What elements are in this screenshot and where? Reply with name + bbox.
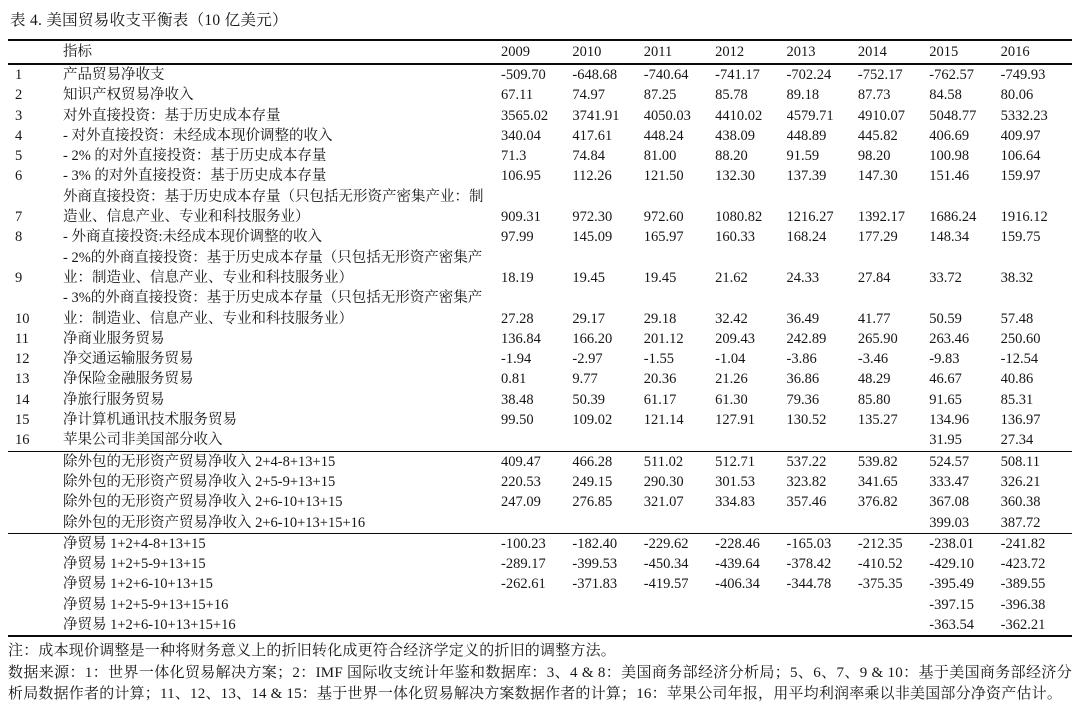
year-value: 409.97 [1000, 127, 1041, 144]
year-value: 132.30 [715, 168, 755, 185]
year-value: -410.52 [857, 556, 903, 573]
indicator-label: 净保险金融服务贸易 [63, 371, 194, 388]
year-value: 265.90 [857, 330, 898, 347]
year-value: 91.59 [786, 148, 820, 165]
year-value: -450.34 [643, 556, 689, 573]
year-value: 46.67 [929, 371, 962, 388]
year-value: -100.23 [501, 535, 546, 552]
year-value: 537.22 [786, 453, 827, 470]
year-value: 326.21 [1000, 473, 1041, 490]
indicator-label: 净交通运输服务贸易 [63, 351, 194, 368]
table-row [8, 288, 1072, 329]
year-value: 79.36 [786, 391, 820, 408]
year-value: 89.18 [786, 87, 820, 104]
year-value [858, 430, 929, 451]
year-value: 1216.27 [786, 209, 834, 226]
year-value: 148.34 [929, 229, 970, 246]
year-value: 74.84 [572, 148, 605, 165]
indicator-label: 产品贸易净收支 [63, 67, 165, 83]
year-value: 417.61 [572, 127, 613, 144]
year-value [715, 513, 786, 534]
year-value: 448.89 [786, 127, 827, 144]
year-value: 135.27 [857, 412, 898, 429]
year-value: 36.49 [786, 310, 820, 327]
table-section-1 [8, 64, 1072, 451]
year-value: -262.61 [501, 576, 546, 593]
year-value [501, 513, 572, 534]
table-row [8, 166, 1072, 186]
year-value: 159.75 [1000, 229, 1041, 246]
indicator-label: 净旅行服务贸易 [63, 391, 165, 408]
year-value: 130.52 [786, 412, 827, 429]
year-value: 9.77 [572, 371, 598, 388]
year-value [787, 615, 858, 636]
year-value: 80.06 [1000, 87, 1034, 104]
row-number [8, 615, 63, 636]
year-value: 409.47 [501, 453, 541, 470]
year-value: 61.30 [715, 391, 748, 408]
table-row [8, 554, 1072, 574]
year-value [572, 513, 643, 534]
year-value: 220.53 [501, 473, 541, 490]
column-header-indicator: 指标 [63, 44, 92, 60]
year-value: -12.54 [1000, 351, 1039, 368]
table-row [8, 410, 1072, 430]
trade-balance-table [8, 39, 1072, 637]
row-number: 8 [15, 229, 23, 246]
year-value: -229.62 [643, 535, 689, 552]
year-value: 1392.17 [857, 209, 905, 226]
year-value: 341.65 [857, 473, 898, 490]
column-header-year: 2016 [1000, 44, 1030, 60]
table-row [8, 595, 1072, 615]
year-value: -395.49 [929, 576, 974, 593]
table-row [8, 64, 1072, 85]
year-value: 387.72 [1000, 514, 1041, 531]
year-value: 151.46 [929, 168, 970, 185]
table-row [8, 227, 1072, 247]
year-value: 406.69 [929, 127, 970, 144]
table-row [8, 329, 1072, 349]
table-row [8, 106, 1072, 126]
year-value: 87.73 [857, 87, 891, 104]
year-value [572, 595, 643, 615]
year-value: 19.45 [643, 269, 677, 286]
column-header-rownum [8, 40, 63, 64]
table-row [8, 248, 1072, 289]
year-value: 201.12 [643, 330, 684, 347]
year-value: 50.59 [929, 310, 962, 327]
year-value: 81.00 [643, 148, 677, 165]
year-value: -3.46 [857, 351, 889, 368]
row-number: 15 [15, 412, 30, 429]
year-value: 19.45 [572, 269, 605, 286]
indicator-label: 除外包的无形资产贸易净收入 2+6-10+13+15 [63, 494, 343, 511]
row-number [8, 451, 63, 472]
year-value: 57.48 [1000, 310, 1034, 327]
year-value [501, 595, 572, 615]
year-value: 38.32 [1000, 269, 1034, 286]
year-value: -238.01 [929, 535, 974, 552]
year-value: 145.09 [572, 229, 613, 246]
year-value: -749.93 [1000, 67, 1046, 83]
year-value: 87.25 [643, 87, 677, 104]
table-row [8, 146, 1072, 166]
year-value: -2.97 [572, 351, 603, 368]
year-value: -648.68 [572, 67, 618, 83]
indicator-label: 除外包的无形资产贸易净收入 2+4-8+13+15 [63, 453, 336, 470]
year-value: 323.82 [786, 473, 827, 490]
footnote-sources: 数据来源：1：世界一体化贸易解决方案；2：IMF 国际收支统计年鉴和数据库：3、4 & 8：美国商务部经济分析局；5、6、7、9 & 10：基于美国商务部经济分析局数据作者的计算；11、12、13、14 & 15：基于世界一体化贸易解决方案数据作者的计算；16：苹果公司年报，用平均利润率乘以非美国部分净资产估计。 [8, 664, 1072, 703]
year-value: -363.54 [929, 617, 974, 634]
year-value: 97.99 [501, 229, 534, 246]
year-value: 177.29 [857, 229, 898, 246]
year-value: -344.78 [786, 576, 832, 593]
row-number [8, 472, 63, 492]
year-value: 27.34 [1000, 432, 1034, 449]
year-value: 137.39 [786, 168, 827, 185]
row-number [8, 595, 63, 615]
table-section-2 [8, 451, 1072, 533]
year-value: -429.10 [929, 556, 974, 573]
year-value: 4579.71 [786, 107, 834, 124]
year-value: -362.21 [1000, 617, 1046, 634]
year-value [858, 595, 929, 615]
year-value [787, 513, 858, 534]
row-number: 2 [15, 87, 23, 104]
year-value: -371.83 [572, 576, 618, 593]
year-value [501, 430, 572, 451]
year-value: 27.28 [501, 310, 534, 327]
year-value: 909.31 [501, 209, 541, 226]
year-value: 88.20 [715, 148, 748, 165]
year-value: 67.11 [501, 87, 534, 104]
year-value: -509.70 [501, 67, 546, 83]
year-value: 334.83 [715, 494, 755, 511]
year-value: 4410.02 [715, 107, 763, 124]
year-value [715, 615, 786, 636]
table-row [8, 369, 1072, 389]
year-value: 20.36 [643, 371, 677, 388]
year-value: 321.07 [643, 494, 684, 511]
year-value: 438.09 [715, 127, 755, 144]
year-value: 21.62 [715, 269, 748, 286]
year-value: 165.97 [643, 229, 684, 246]
year-value: 61.17 [643, 391, 677, 408]
row-number: 14 [15, 391, 30, 408]
year-value: 74.97 [572, 87, 605, 104]
row-number: 6 [15, 168, 23, 185]
year-value: 31.95 [929, 432, 962, 449]
year-value: 166.20 [572, 330, 613, 347]
row-number: 4 [15, 127, 23, 144]
year-value: 18.19 [501, 269, 534, 286]
column-header-year: 2014 [857, 44, 887, 60]
year-value: 98.20 [857, 148, 891, 165]
year-value: 508.11 [1000, 453, 1040, 470]
year-value: 71.3 [501, 148, 527, 165]
year-value: 29.17 [572, 310, 605, 327]
year-value: 50.39 [572, 391, 605, 408]
year-value: 84.58 [929, 87, 962, 104]
year-value: -241.82 [1000, 535, 1046, 552]
year-value: -439.64 [715, 556, 760, 573]
year-value: 32.42 [715, 310, 748, 327]
year-value: 85.31 [1000, 391, 1034, 408]
year-value: -396.38 [1000, 596, 1046, 613]
year-value: -1.55 [643, 351, 674, 368]
year-value: 112.26 [572, 168, 612, 185]
year-value [644, 430, 715, 451]
year-value: -399.53 [572, 556, 618, 573]
year-value: -3.86 [786, 351, 817, 368]
year-value: -228.46 [715, 535, 760, 552]
year-value: 36.86 [786, 371, 820, 388]
year-value: -1.04 [715, 351, 746, 368]
row-number: 13 [15, 371, 30, 388]
year-value: 106.64 [1000, 148, 1041, 165]
year-value: 160.33 [715, 229, 755, 246]
table-row [8, 533, 1072, 554]
year-value: 357.46 [786, 494, 827, 511]
year-value: 136.97 [1000, 412, 1041, 429]
year-value: 121.50 [643, 168, 684, 185]
year-value: 33.72 [929, 269, 962, 286]
year-value: 85.80 [857, 391, 891, 408]
table-row [8, 472, 1072, 492]
year-value: 367.08 [929, 494, 970, 511]
indicator-label: - 3% 的对外直接投资：基于历史成本存量 [63, 168, 327, 185]
indicator-label: 外商直接投资：基于历史成本存量（只包括无形资产密集产业：制造业、信息产业、专业和科技服务业） [63, 188, 484, 226]
year-value: 466.28 [572, 453, 613, 470]
row-number: 3 [15, 107, 23, 124]
footnote-method: 注：成本现价调整是一种将财务意义上的折旧转化成更符合经济学定义的折旧的调整方法。 [8, 643, 617, 660]
year-value: -289.17 [501, 556, 546, 573]
year-value: 333.47 [929, 473, 970, 490]
table-row [8, 390, 1072, 410]
indicator-label: 净贸易 1+2+5-9+13+15 [63, 556, 206, 573]
table-row [8, 451, 1072, 472]
year-value: -397.15 [929, 596, 974, 613]
year-value: -406.34 [715, 576, 760, 593]
table-row [8, 349, 1072, 369]
year-value: 1916.12 [1000, 209, 1048, 226]
year-value: -9.83 [929, 351, 960, 368]
year-value: 40.86 [1000, 371, 1034, 388]
year-value: -375.35 [857, 576, 903, 593]
year-value: 249.15 [572, 473, 613, 490]
year-value: 109.02 [572, 412, 613, 429]
year-value: -762.57 [929, 67, 974, 83]
column-header-year: 2011 [643, 44, 673, 60]
year-value: 972.30 [572, 209, 613, 226]
year-value: 4910.07 [857, 107, 905, 124]
column-header-year: 2015 [929, 44, 959, 60]
year-value: 159.97 [1000, 168, 1041, 185]
row-number: 1 [15, 67, 23, 83]
indicator-label: 除外包的无形资产贸易净收入 2+6-10+13+15+16 [63, 514, 366, 531]
year-value [715, 595, 786, 615]
year-value: -702.24 [786, 67, 832, 83]
indicator-label: 净贸易 1+2+6-10+13+15+16 [63, 617, 236, 634]
table-row [8, 85, 1072, 105]
row-number [8, 554, 63, 574]
year-value: 3565.02 [501, 107, 549, 124]
year-value: -389.55 [1000, 576, 1046, 593]
year-value [644, 595, 715, 615]
indicator-label: 净贸易 1+2+4-8+13+15 [63, 535, 206, 552]
year-value [787, 430, 858, 451]
column-header-year: 2013 [786, 44, 816, 60]
indicator-label: 净贸易 1+2+5-9+13+15+16 [63, 596, 229, 613]
row-number [8, 533, 63, 554]
year-value: 242.89 [786, 330, 827, 347]
table-header-row [8, 40, 1072, 64]
year-value: -378.42 [786, 556, 832, 573]
year-value: 445.82 [857, 127, 898, 144]
year-value [858, 615, 929, 636]
year-value: 209.43 [715, 330, 755, 347]
table-row [8, 187, 1072, 228]
row-number [8, 492, 63, 512]
row-number: 7 [15, 209, 23, 226]
indicator-label: - 2%的外商直接投资：基于历史成本存量（只包括无形资产密集产业：制造业、信息产业、专业和科技服务业） [63, 249, 483, 286]
table-row [8, 574, 1072, 594]
year-value: 1686.24 [929, 209, 977, 226]
year-value: 134.96 [929, 412, 970, 429]
column-header-year: 2009 [501, 44, 530, 60]
indicator-label: 苹果公司非美国部分收入 [63, 432, 223, 449]
year-value: 85.78 [715, 87, 748, 104]
year-value: -741.17 [715, 67, 760, 83]
year-value: 147.30 [857, 168, 898, 185]
year-value: 127.91 [715, 412, 755, 429]
year-value: 99.50 [501, 412, 534, 429]
indicator-label: 净贸易 1+2+6-10+13+15 [63, 576, 213, 593]
row-number: 12 [15, 351, 30, 368]
table-row [8, 126, 1072, 146]
year-value: -740.64 [643, 67, 689, 83]
year-value: 121.14 [643, 412, 684, 429]
table-row [8, 513, 1072, 534]
year-value: 448.24 [643, 127, 684, 144]
indicator-label: 除外包的无形资产贸易净收入 2+5-9+13+15 [63, 473, 336, 490]
row-number: 5 [15, 148, 23, 165]
year-value: 539.82 [857, 453, 898, 470]
year-value: 106.95 [501, 168, 541, 185]
year-value: 290.30 [643, 473, 684, 490]
row-number [8, 513, 63, 534]
year-value: 247.09 [501, 494, 541, 511]
row-number: 10 [15, 310, 30, 327]
year-value: 0.81 [501, 371, 527, 388]
row-number: 11 [15, 330, 29, 347]
year-value: -752.17 [857, 67, 903, 83]
year-value: -182.40 [572, 535, 618, 552]
year-value: 48.29 [857, 371, 891, 388]
year-value [572, 430, 643, 451]
row-number: 16 [15, 432, 30, 449]
year-value: 360.38 [1000, 494, 1041, 511]
year-value: 263.46 [929, 330, 970, 347]
year-value [644, 615, 715, 636]
column-header-year: 2010 [572, 44, 602, 60]
year-value: -165.03 [786, 535, 832, 552]
year-value: 972.60 [643, 209, 684, 226]
year-value: -419.57 [643, 576, 689, 593]
year-value: -212.35 [857, 535, 903, 552]
year-value: -423.72 [1000, 556, 1046, 573]
indicator-label: - 对外直接投资：未经成本现价调整的收入 [63, 127, 333, 144]
year-value: 29.18 [643, 310, 677, 327]
year-value: 3741.91 [572, 107, 620, 124]
year-value [501, 615, 572, 636]
year-value: 168.24 [786, 229, 827, 246]
indicator-label: 对外直接投资：基于历史成本存量 [63, 107, 281, 124]
year-value: 38.48 [501, 391, 534, 408]
year-value: 24.33 [786, 269, 820, 286]
year-value: 4050.03 [643, 107, 691, 124]
year-value [787, 595, 858, 615]
year-value: 340.04 [501, 127, 541, 144]
year-value: 5048.77 [929, 107, 977, 124]
year-value: 1080.82 [715, 209, 763, 226]
table-section-3 [8, 533, 1072, 636]
year-value: 301.53 [715, 473, 755, 490]
table-row [8, 615, 1072, 636]
year-value: 376.82 [857, 494, 898, 511]
indicator-label: 净商业服务贸易 [63, 330, 165, 347]
year-value: 91.65 [929, 391, 962, 408]
table-title: 表 4. 美国贸易收支平衡表（10 亿美元） [10, 12, 288, 29]
table-row [8, 430, 1072, 451]
column-header-year: 2012 [715, 44, 745, 60]
year-value: 27.84 [857, 269, 891, 286]
table-row [8, 492, 1072, 512]
footnotes [8, 641, 1072, 705]
year-value: 136.84 [501, 330, 541, 347]
year-value: 250.60 [1000, 330, 1041, 347]
year-value: 512.71 [715, 453, 755, 470]
year-value: 21.26 [715, 371, 748, 388]
year-value [858, 513, 929, 534]
year-value: 276.85 [572, 494, 613, 511]
row-number [8, 574, 63, 594]
table-header [8, 40, 1072, 64]
indicator-label: - 外商直接投资:未经成本现价调整的收入 [63, 229, 322, 246]
year-value [644, 513, 715, 534]
year-value: 511.02 [643, 453, 684, 470]
year-value: 41.77 [857, 310, 891, 327]
year-value [715, 430, 786, 451]
indicator-label: - 3%的外商直接投资：基于历史成本存量（只包括无形资产密集产业：制造业、信息产业、专业和科技服务业） [63, 290, 483, 327]
year-value: 5332.23 [1000, 107, 1048, 124]
year-value: -1.94 [501, 351, 532, 368]
year-value: 100.98 [929, 148, 970, 165]
year-value [572, 615, 643, 636]
indicator-label: 净计算机通讯技术服务贸易 [63, 412, 237, 429]
row-number: 9 [15, 269, 23, 286]
indicator-label: 知识产权贸易净收入 [63, 87, 194, 104]
year-value: 399.03 [929, 514, 970, 531]
year-value: 524.57 [929, 453, 970, 470]
indicator-label: - 2% 的对外直接投资：基于历史成本存量 [63, 148, 327, 165]
